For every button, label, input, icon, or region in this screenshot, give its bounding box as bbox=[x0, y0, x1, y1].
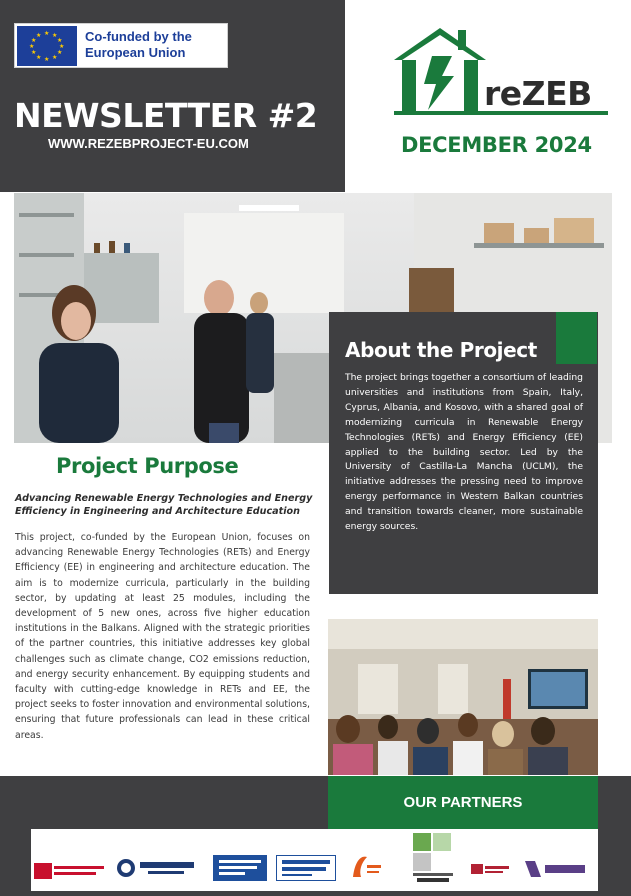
purpose-body: This project, co-funded by the European Union, focuses on advancing Renewable Energy Technologies (RETs) and Energy Efficiency (EE) in engineering and architecture education. The aim is to modernize curricula, particularly in the building sector, by updating at least 25 modules, including the development of 5 new ones, across five higher education institutions in the Balkans. Aligned with the strategic priorities of the partner countries, this initiative addresses key global challenges such as climate change, CO2 emissions reduction, and energy security enhancement. By equipping students and faculty with cutting-edge knowledge in RETs and EE, the project seeks to foster innovation and environmental solutions, ensuring that future professionals can lead in these critical areas. bbox=[15, 532, 310, 741]
rezeb-logo bbox=[392, 22, 612, 117]
website-link[interactable]: WWW.REZEBPROJECT-EU.COM bbox=[48, 136, 249, 151]
about-title: About the Project bbox=[345, 338, 537, 362]
newsletter-title: NEWSLETTER #2 bbox=[14, 96, 318, 135]
about-body: The project brings together a consortium of leading universities and institutions from Spain, Italy, Cyprus, Albania, and Kosovo, with a shared goal of modernizing curricula in Renewable Energy Technologies (RETs) and Energy Efficiency (EE) applied to the building sector. Led by the University of Castilla-La Mancha (UCLM), the initiative addresses the pressing need to improve energy performance in Western Balkan countries and transition towards cleaner, more sustainable energy sources. bbox=[345, 372, 583, 533]
partner-logo-ecampus[interactable] bbox=[116, 857, 196, 879]
purpose-subtitle: Advancing Renewable Energy Technologies and Energy Efficiency in Engineering and Architecture Education bbox=[15, 493, 313, 517]
partners-title: OUR PARTNERS bbox=[403, 794, 523, 811]
logo-wordmark: reZEB bbox=[484, 74, 592, 113]
date-month: DECEMBER bbox=[401, 133, 528, 157]
classroom-photo bbox=[328, 619, 598, 775]
purpose-title: Project Purpose bbox=[56, 454, 239, 478]
partner-logo-kpt[interactable] bbox=[349, 853, 383, 881]
partner-logo-ibcm[interactable] bbox=[523, 859, 589, 879]
partner-logo-unitir[interactable] bbox=[471, 861, 511, 875]
date-year: 2024 bbox=[534, 133, 592, 157]
partner-logo-uclm[interactable] bbox=[34, 863, 106, 879]
partner-logo-neapolis[interactable] bbox=[213, 855, 267, 881]
about-accent-block bbox=[556, 312, 597, 364]
eu-cofunded-badge bbox=[14, 23, 228, 68]
partners-logo-strip bbox=[31, 829, 598, 891]
eu-badge-text: Co-funded by the European Union bbox=[85, 29, 192, 60]
issue-date bbox=[401, 133, 592, 157]
partner-logo-polis[interactable] bbox=[413, 833, 453, 883]
partner-logo-uet[interactable] bbox=[276, 855, 336, 881]
eu-flag-icon: ★ ★ ★ ★ ★ ★ ★ ★ ★ ★ ★ ★ bbox=[17, 26, 77, 66]
